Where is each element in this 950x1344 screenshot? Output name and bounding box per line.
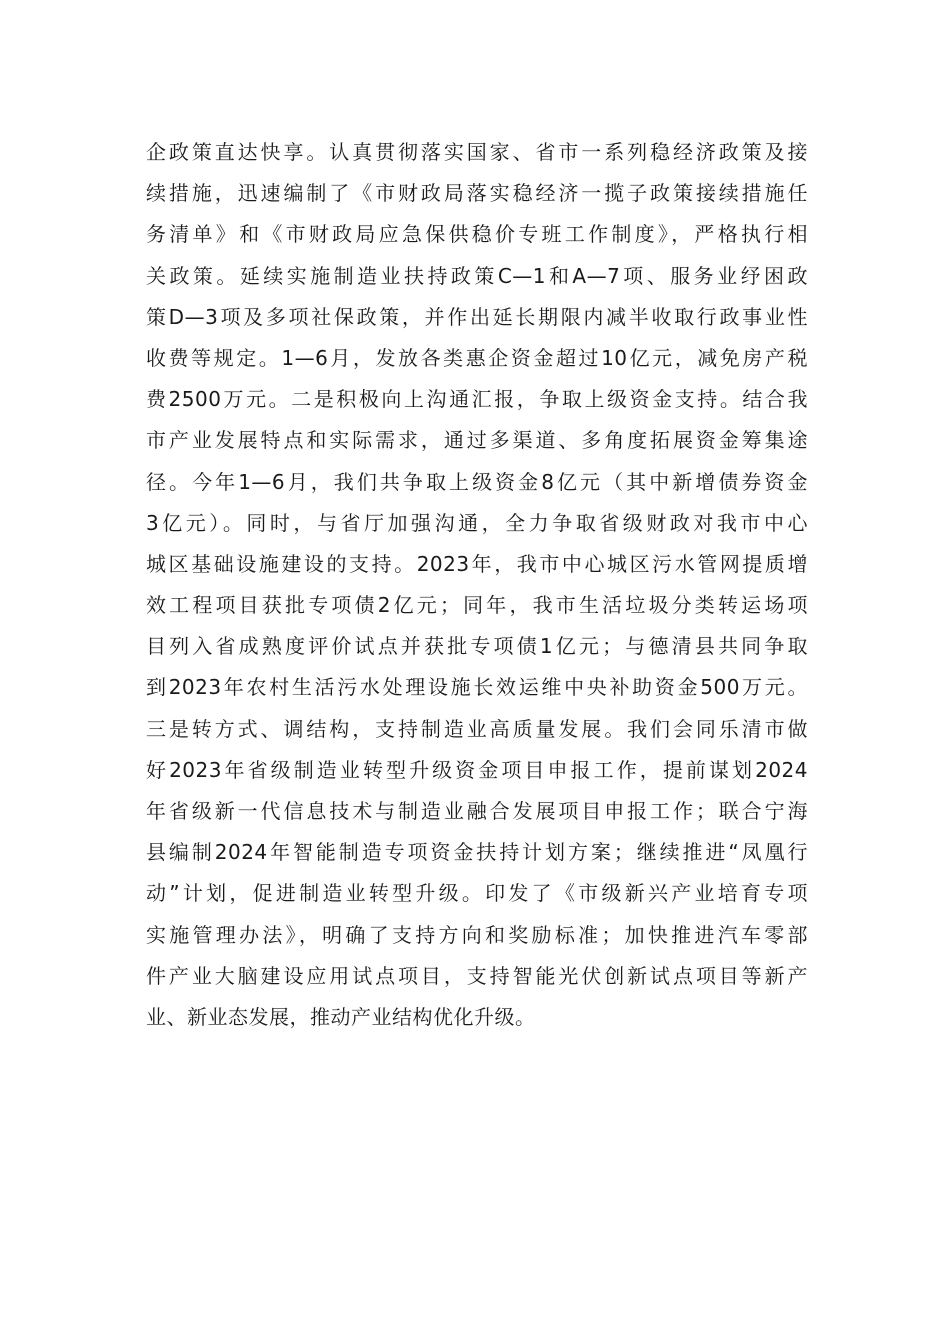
text-line: 市产业发展特点和实际需求，通过多渠道、多角度拓展资金筹集途 xyxy=(146,428,808,453)
text-line: 务清单》和《市财政局应急保供稳价专班工作制度》，严格执行相 xyxy=(146,222,808,247)
text-line: 效工程项目获批专项债2亿元；同年，我市生活垃圾分类转运场项 xyxy=(146,593,808,618)
text-line: 县编制2024年智能制造专项资金扶持计划方案；继续推进“凤凰行 xyxy=(146,840,808,865)
body-text xyxy=(146,132,808,1038)
text-line: 到2023年农村生活污水处理设施长效运维中央补助资金500万元。 xyxy=(146,675,808,700)
text-line: 好2023年省级制造业转型升级资金项目申报工作，提前谋划2024 xyxy=(146,757,808,782)
text-line: 费2500万元。二是积极向上沟通汇报，争取上级资金支持。结合我 xyxy=(146,387,808,412)
text-line: 企政策直达快享。认真贯彻落实国家、省市一系列稳经济政策及接 xyxy=(146,140,808,164)
text-line: 三是转方式、调结构，支持制造业高质量发展。我们会同乐清市做 xyxy=(146,716,808,741)
text-line: 实施管理办法》，明确了支持方向和奖励标准；加快推进汽车零部 xyxy=(146,922,808,947)
text-line: 径。今年1—6月，我们共争取上级资金8亿元（其中新增债券资金 xyxy=(146,469,808,494)
text-line: 动”计划，促进制造业转型升级。印发了《市级新兴产业培育专项 xyxy=(146,881,808,906)
text-line: 续措施，迅速编制了《市财政局落实稳经济一揽子政策接续措施任 xyxy=(146,181,808,206)
text-line: 年省级新一代信息技术与制造业融合发展项目申报工作；联合宁海 xyxy=(146,799,808,823)
text-line: 业、新业态发展，推动产业结构优化升级。 xyxy=(146,1004,536,1029)
text-line: 件产业大脑建设应用试点项目，支持智能光伏创新试点项目等新产 xyxy=(146,963,808,988)
text-line: 城区基础设施建设的支持。2023年，我市中心城区污水管网提质增 xyxy=(146,551,808,576)
text-line: 关政策。延续实施制造业扶持政策C—1和A—7项、服务业纾困政 xyxy=(146,263,808,288)
text-line: 收费等规定。1—6月，发放各类惠企资金超过10亿元，减免房产税 xyxy=(146,345,808,370)
text-line: 目列入省成熟度评价试点并获批专项债1亿元；与德清县共同争取 xyxy=(146,634,808,659)
text-line: 3亿元）。同时，与省厅加强沟通，全力争取省级财政对我市中心 xyxy=(146,510,808,535)
text-line: 策D—3项及多项社保政策，并作出延长期限内减半收取行政事业性 xyxy=(146,304,808,329)
